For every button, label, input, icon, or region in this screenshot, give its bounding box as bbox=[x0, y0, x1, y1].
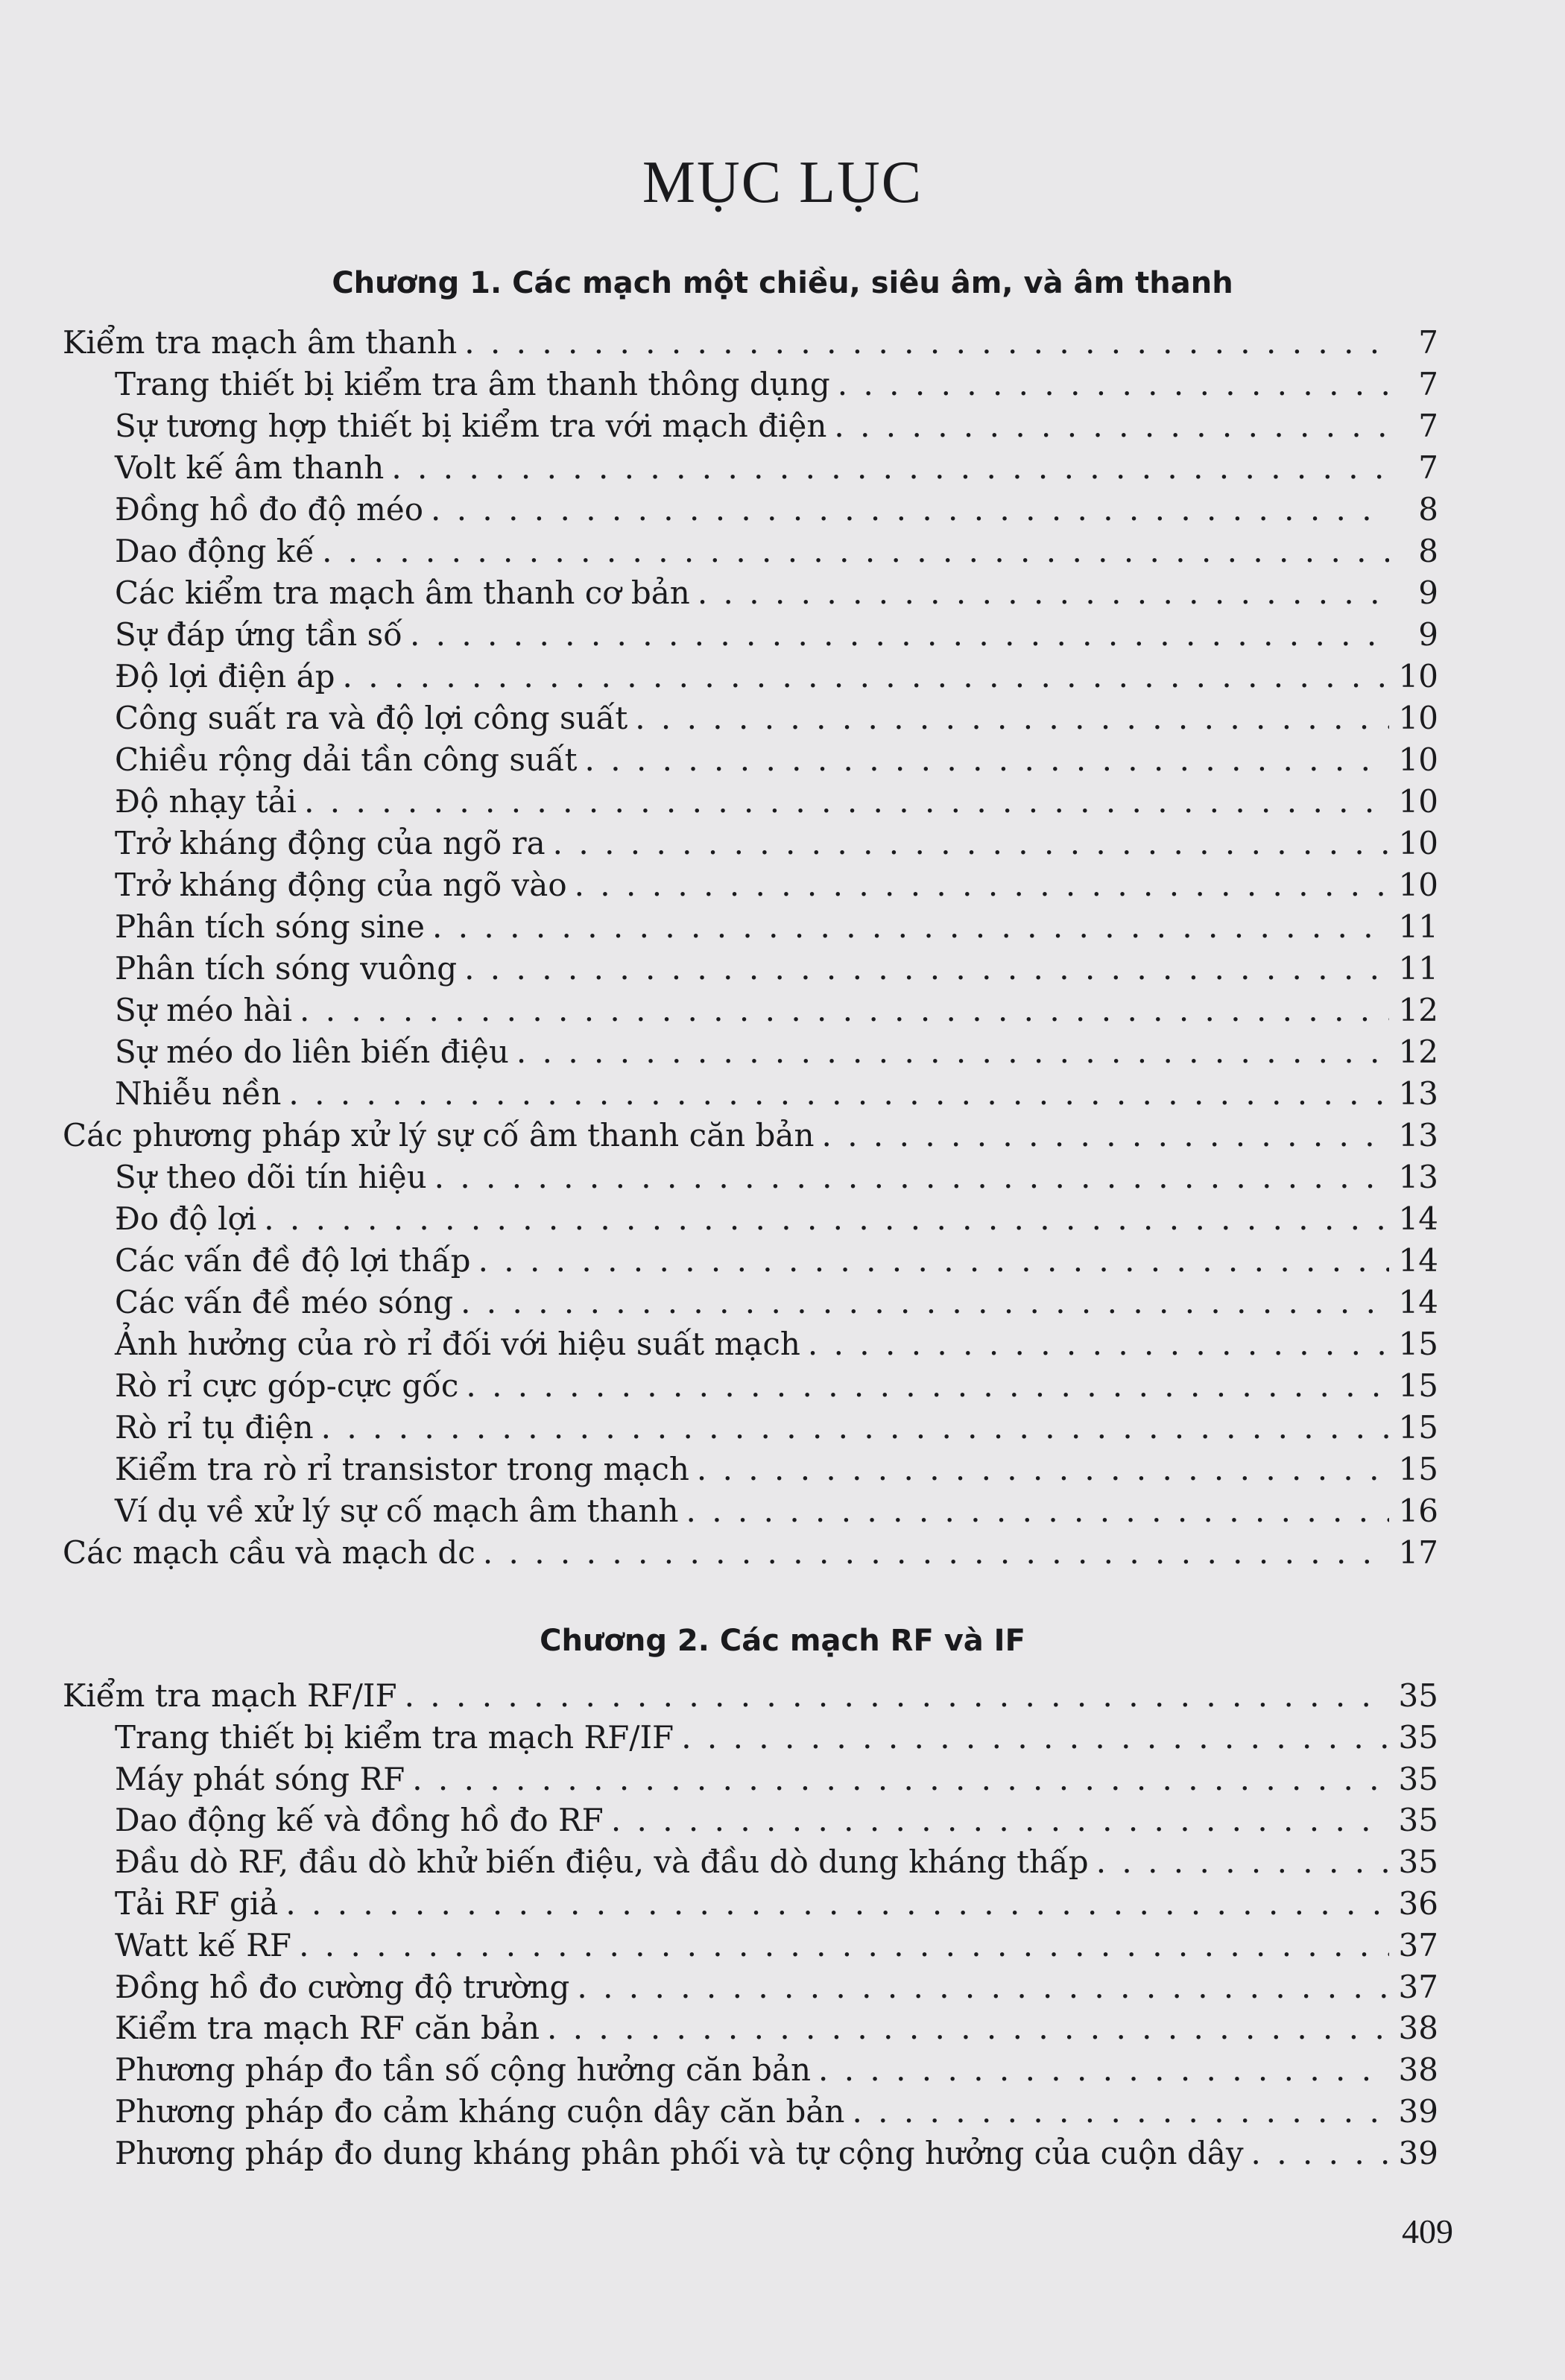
toc-entry bbox=[115, 1966, 1438, 2008]
dot-leader bbox=[405, 1675, 1389, 1717]
toc-entry-title: Sự méo do liên biến điệu bbox=[115, 1034, 509, 1070]
dot-leader bbox=[288, 1073, 1389, 1115]
toc-entry bbox=[63, 1532, 1438, 1574]
toc-entry bbox=[115, 489, 1438, 531]
toc-entry-page: 8 bbox=[1418, 491, 1438, 528]
toc-entry bbox=[115, 2133, 1438, 2174]
toc-entry bbox=[115, 1365, 1438, 1407]
toc-entry-title: Kiểm tra mạch âm thanh bbox=[63, 324, 458, 361]
toc-entry bbox=[115, 1031, 1438, 1073]
toc-entry-title: Phương pháp đo cảm kháng cuộn dây căn bản bbox=[115, 2093, 845, 2130]
page-title: MỤC LỤC bbox=[642, 150, 923, 215]
dot-leader bbox=[822, 1115, 1389, 1156]
toc-entry-page: 15 bbox=[1398, 1451, 1438, 1487]
dot-leader bbox=[547, 2007, 1389, 2049]
toc-entry-title: Trở kháng động của ngõ vào bbox=[115, 867, 567, 903]
toc-entry-page: 7 bbox=[1418, 449, 1438, 486]
toc-entry bbox=[115, 1282, 1438, 1323]
dot-leader bbox=[697, 1449, 1389, 1490]
toc-entry-page: 16 bbox=[1398, 1493, 1438, 1529]
toc-entry bbox=[115, 739, 1438, 781]
toc-entry-page: 7 bbox=[1418, 408, 1438, 444]
dot-leader bbox=[1096, 1841, 1389, 1883]
toc-entry bbox=[115, 1073, 1438, 1115]
toc-entry-title: Nhiễu nền bbox=[115, 1075, 282, 1112]
toc-entry-title: Sự theo dõi tín hiệu bbox=[115, 1159, 427, 1195]
toc-entry-page: 13 bbox=[1398, 1159, 1438, 1195]
toc-entry-title: Độ lợi điện áp bbox=[115, 658, 335, 694]
toc-entry-page: 10 bbox=[1398, 783, 1438, 820]
toc-entry-title: Đầu dò RF, đầu dò khử biến điệu, và đầu dò dung kháng thấp bbox=[115, 1843, 1089, 1881]
dot-leader bbox=[299, 1925, 1389, 1966]
toc-entry-title: Tải RF giả bbox=[115, 1885, 279, 1922]
toc-entry-title: Rò rỉ cực góp-cực gốc bbox=[115, 1367, 459, 1404]
toc-entry bbox=[115, 781, 1438, 823]
dot-leader bbox=[300, 990, 1389, 1031]
toc-entry-page: 35 bbox=[1398, 1677, 1438, 1714]
toc-entry-page: 39 bbox=[1398, 2134, 1438, 2171]
toc-entry-title: Volt kế âm thanh bbox=[115, 449, 385, 486]
toc-entry-title: Ví dụ về xử lý sự cố mạch âm thanh bbox=[115, 1493, 679, 1529]
toc-entry-page: 37 bbox=[1398, 1968, 1438, 2005]
dot-leader bbox=[343, 656, 1389, 697]
toc-entry bbox=[115, 614, 1438, 656]
toc-entry-page: 15 bbox=[1398, 1367, 1438, 1404]
toc-entry-page: 38 bbox=[1398, 2010, 1438, 2047]
dot-leader bbox=[818, 2049, 1389, 2091]
dot-leader bbox=[304, 781, 1389, 823]
dot-leader bbox=[852, 2091, 1389, 2133]
toc-entry bbox=[115, 823, 1438, 864]
toc-entry-title: Độ nhạy tải bbox=[115, 783, 297, 820]
toc-entry-page: 35 bbox=[1398, 1760, 1438, 1797]
toc-entry-page: 37 bbox=[1398, 1926, 1438, 1963]
toc-entry bbox=[115, 405, 1438, 447]
dot-leader bbox=[431, 489, 1389, 531]
dot-leader bbox=[464, 948, 1389, 990]
toc-entry-page: 14 bbox=[1398, 1242, 1438, 1279]
dot-leader bbox=[575, 864, 1389, 906]
toc-entry-title: Sự méo hài bbox=[115, 992, 293, 1028]
dot-leader bbox=[466, 1365, 1389, 1407]
dot-leader bbox=[434, 1156, 1389, 1198]
toc-entry-page: 38 bbox=[1398, 2051, 1438, 2089]
toc-entry-title: Rò rỉ tụ điện bbox=[115, 1409, 314, 1446]
toc-entry-title: Trang thiết bị kiểm tra âm thanh thông dụng bbox=[115, 366, 830, 402]
toc-entry-page: 12 bbox=[1398, 992, 1438, 1028]
dot-leader bbox=[410, 614, 1389, 656]
dot-leader bbox=[321, 1407, 1389, 1449]
toc-entry bbox=[115, 531, 1438, 572]
toc-entry-title: Dao động kế bbox=[115, 533, 315, 569]
toc-entry-page: 10 bbox=[1398, 700, 1438, 736]
toc-entry bbox=[115, 1156, 1438, 1198]
toc-entry bbox=[115, 1240, 1438, 1282]
toc-entry-page: 15 bbox=[1398, 1326, 1438, 1362]
toc-entry-title: Công suất ra và độ lợi công suất bbox=[115, 700, 628, 736]
toc-entry bbox=[63, 322, 1438, 364]
toc-entry-title: Đo độ lợi bbox=[115, 1200, 257, 1237]
toc-entry bbox=[115, 906, 1438, 948]
toc-entry-title: Máy phát sóng RF bbox=[115, 1760, 405, 1797]
toc-entry-page: 9 bbox=[1418, 616, 1438, 653]
toc-entry-page: 17 bbox=[1398, 1534, 1438, 1571]
toc-entry-title: Đồng hồ đo độ méo bbox=[115, 491, 423, 528]
toc-entry bbox=[115, 697, 1438, 739]
dot-leader bbox=[412, 1759, 1389, 1800]
toc-entry bbox=[115, 1800, 1438, 1841]
toc-entry-page: 35 bbox=[1398, 1802, 1438, 1839]
dot-leader bbox=[322, 531, 1389, 572]
toc-entry bbox=[115, 1449, 1438, 1490]
dot-leader bbox=[461, 1282, 1389, 1323]
dot-leader bbox=[516, 1031, 1389, 1073]
dot-leader bbox=[681, 1717, 1389, 1759]
toc-entry-title: Kiểm tra rò rỉ transistor trong mạch bbox=[115, 1451, 689, 1487]
toc-entry-title: Dao động kế và đồng hồ đo RF bbox=[115, 1802, 604, 1839]
toc-entry-page: 10 bbox=[1398, 658, 1438, 694]
dot-leader bbox=[483, 1532, 1389, 1574]
toc-entry bbox=[115, 656, 1438, 697]
toc-entry bbox=[115, 1841, 1438, 1883]
toc-entry bbox=[115, 572, 1438, 614]
toc-entry-page: 7 bbox=[1418, 324, 1438, 361]
dot-leader bbox=[432, 906, 1389, 948]
toc-entry-page: 9 bbox=[1418, 575, 1438, 611]
page-number: 409 bbox=[1402, 2212, 1453, 2250]
dot-leader bbox=[577, 1966, 1389, 2008]
dot-leader bbox=[834, 405, 1389, 447]
toc-entry bbox=[115, 1883, 1438, 1925]
toc-entry-title: Sự tương hợp thiết bị kiểm tra với mạch điện bbox=[115, 408, 827, 444]
dot-leader bbox=[635, 697, 1389, 739]
dot-leader bbox=[808, 1323, 1389, 1365]
chapter-heading-1: Chương 1. Các mạch một chiều, siêu âm, và âm thanh bbox=[332, 266, 1233, 300]
toc-entry-page: 8 bbox=[1418, 533, 1438, 569]
toc-entry-title: Các kiểm tra mạch âm thanh cơ bản bbox=[115, 575, 690, 611]
toc-entry-page: 36 bbox=[1398, 1885, 1438, 1922]
toc-entry-title: Đồng hồ đo cường độ trường bbox=[115, 1968, 570, 2005]
toc-entry-page: 10 bbox=[1398, 867, 1438, 903]
dot-leader bbox=[553, 823, 1389, 864]
toc-entry bbox=[115, 1717, 1438, 1759]
toc-entry bbox=[115, 948, 1438, 990]
toc-entry-page: 39 bbox=[1398, 2093, 1438, 2130]
toc-entry-title: Phân tích sóng vuông bbox=[115, 950, 458, 987]
toc-entry bbox=[115, 990, 1438, 1031]
toc-entry-title: Kiểm tra mạch RF căn bản bbox=[115, 2010, 540, 2047]
dot-leader bbox=[611, 1800, 1389, 1841]
toc-entry bbox=[115, 1407, 1438, 1449]
toc-entry-page: 15 bbox=[1398, 1409, 1438, 1446]
toc-entry-page: 14 bbox=[1398, 1284, 1438, 1320]
toc-entry-title: Sự đáp ứng tần số bbox=[115, 616, 402, 653]
toc-entry-title: Watt kế RF bbox=[115, 1926, 292, 1963]
dot-leader bbox=[264, 1198, 1389, 1240]
chapter-heading-2: Chương 2. Các mạch RF và IF bbox=[540, 1624, 1025, 1658]
toc-entry-page: 11 bbox=[1398, 908, 1438, 945]
toc-entry bbox=[115, 1490, 1438, 1532]
toc-entry-title: Phương pháp đo dung kháng phân phối và tự cộng hưởng của cuộn dây bbox=[115, 2134, 1244, 2171]
toc-entry-title: Trở kháng động của ngõ ra bbox=[115, 825, 546, 861]
toc-entry-title: Các vấn đề méo sóng bbox=[115, 1284, 454, 1320]
toc-entry bbox=[115, 447, 1438, 489]
dot-leader bbox=[478, 1240, 1389, 1282]
dot-leader bbox=[464, 322, 1389, 364]
toc-entry-page: 13 bbox=[1398, 1117, 1438, 1153]
toc-entry bbox=[115, 1759, 1438, 1800]
toc-entry bbox=[115, 2091, 1438, 2133]
toc-entry-title: Trang thiết bị kiểm tra mạch RF/IF bbox=[115, 1718, 674, 1756]
toc-entry bbox=[115, 1198, 1438, 1240]
toc-entry-title: Chiều rộng dải tần công suất bbox=[115, 741, 578, 778]
toc-entry-page: 12 bbox=[1398, 1034, 1438, 1070]
dot-leader bbox=[686, 1490, 1389, 1532]
toc-entry-page: 11 bbox=[1398, 950, 1438, 987]
toc-entry-title: Kiểm tra mạch RF/IF bbox=[63, 1677, 397, 1714]
toc-entry-title: Các vấn đề độ lợi thấp bbox=[115, 1242, 471, 1279]
toc-entry bbox=[63, 1115, 1438, 1156]
toc-entry-title: Phân tích sóng sine bbox=[115, 908, 426, 945]
dot-leader bbox=[391, 447, 1389, 489]
dot-leader bbox=[585, 739, 1389, 781]
toc-entry-title: Các mạch cầu và mạch dc bbox=[63, 1534, 475, 1571]
toc-entry-page: 35 bbox=[1398, 1843, 1438, 1881]
toc-entry bbox=[115, 2007, 1438, 2049]
toc-entry-page: 35 bbox=[1398, 1718, 1438, 1756]
toc-entry bbox=[115, 1925, 1438, 1966]
toc-entry-title: Ảnh hưởng của rò rỉ đối với hiệu suất mạch bbox=[115, 1326, 800, 1362]
toc-entry bbox=[115, 364, 1438, 405]
toc-entry-page: 13 bbox=[1398, 1075, 1438, 1112]
toc-entry bbox=[115, 2049, 1438, 2091]
dot-leader bbox=[838, 364, 1389, 405]
dot-leader bbox=[285, 1883, 1389, 1925]
toc-entry-page: 10 bbox=[1398, 825, 1438, 861]
toc-entry-page: 10 bbox=[1398, 741, 1438, 778]
toc-entry bbox=[63, 1675, 1438, 1717]
toc-entry-title: Phương pháp đo tần số cộng hưởng căn bản bbox=[115, 2051, 811, 2089]
toc-entry-page: 7 bbox=[1418, 366, 1438, 402]
toc-entry-page: 14 bbox=[1398, 1200, 1438, 1237]
dot-leader bbox=[1251, 2133, 1389, 2174]
toc-entry-title: Các phương pháp xử lý sự cố âm thanh căn bản bbox=[63, 1117, 815, 1153]
toc-entry bbox=[115, 864, 1438, 906]
toc-entry bbox=[115, 1323, 1438, 1365]
dot-leader bbox=[698, 572, 1389, 614]
